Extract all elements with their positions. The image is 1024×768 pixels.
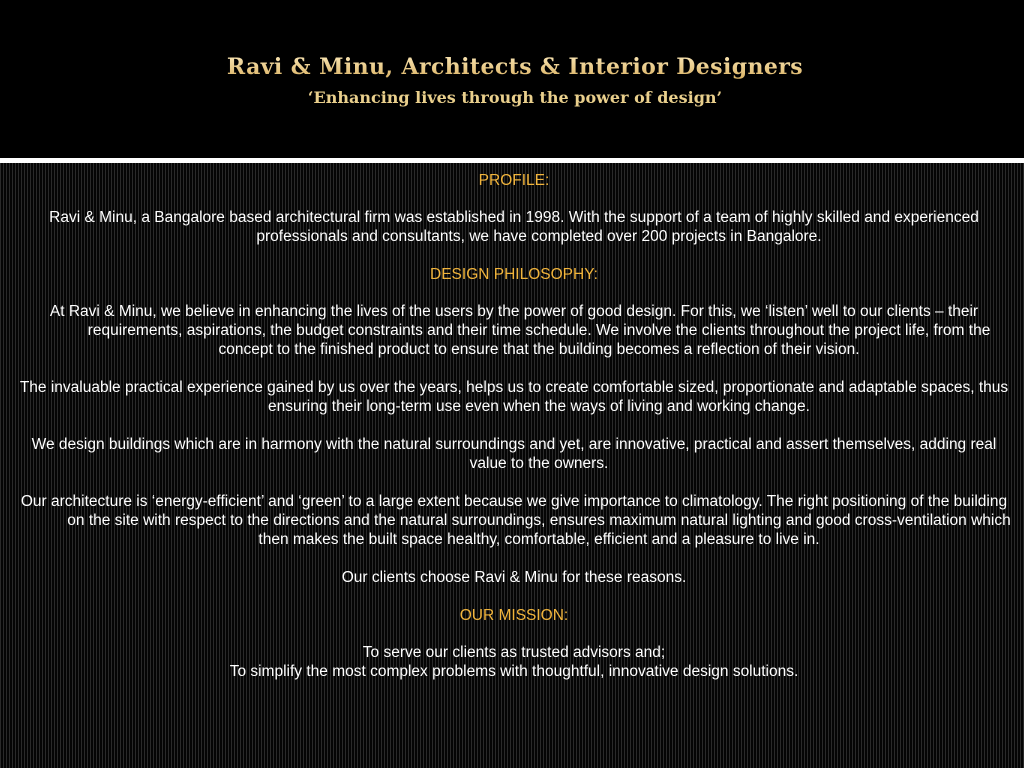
slide-title: Ravi & Minu, Architects & Interior Designers [0, 54, 1024, 80]
profile-paragraph: Ravi & Minu, a Bangalore based architectural firm was established in 1998. With the support of a team of highly skilled and experienced professionals and consultants, we have completed over 200 projects in Bangalore. [49, 209, 979, 245]
mission-paragraph [14, 643, 1014, 681]
philosophy-paragraph-1: At Ravi & Minu, we believe in enhancing the lives of the users by the power of good design. For this, we ‘listen’ well to our clients – their requirements, aspirations, the budget constraints and their time schedule. We involve the clients throughout the project life, from the concept to the finished product to ensure that the building becomes a reflection of their vision. [49, 303, 991, 358]
mission-line-1: To serve our clients as trusted advisors and; [362, 644, 666, 661]
philosophy-paragraph-5: Our clients choose Ravi & Minu for these reasons. [341, 569, 687, 586]
mission-line-2: To simplify the most complex problems with thoughtful, innovative design solutions. [229, 663, 799, 680]
profile-heading: PROFILE: [478, 172, 550, 189]
design-philosophy-heading: DESIGN PHILOSOPHY: [430, 266, 598, 283]
our-mission-heading: OUR MISSION: [459, 607, 569, 624]
content-panel [0, 163, 1024, 768]
philosophy-paragraph-4: Our architecture is ‘energy-efficient’ and ‘green’ to a large extent because we give importance to climatology. The right positioning of the building on the site with respect to the directions and the natural surroundings, ensures maximum natural lighting and good cross-ventilation which then makes the built space healthy, comfortable, efficient and a pleasure to live in. [20, 493, 1011, 548]
philosophy-paragraph-3: We design buildings which are in harmony with the natural surroundings and yet, are innovative, practical and assert themselves, adding real value to the owners. [31, 436, 997, 472]
slide-subtitle: ‘Enhancing lives through the power of design’ [307, 88, 723, 107]
philosophy-paragraph-2: The invaluable practical experience gained by us over the years, helps us to create comfortable sized, proportionate and adaptable spaces, thus ensuring their long-term use even when the ways of living and working change. [19, 379, 1009, 415]
content-text [14, 171, 1014, 681]
header-band [0, 0, 1024, 160]
